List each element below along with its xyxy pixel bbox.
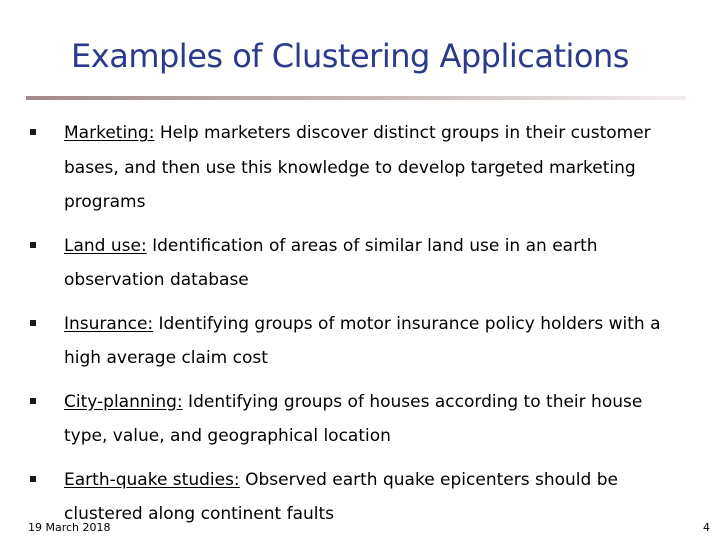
bullet-text: Help marketers discover distinct groups in their customer bases, and then use this knowledge to develop targeted marketing programs [64,123,651,212]
square-bullet-icon [30,476,36,482]
bullet-term: City-planning: [64,391,183,412]
bullet-term: Marketing: [64,123,155,143]
square-bullet-icon [30,129,36,135]
square-bullet-icon [30,242,36,248]
bullet-marketing [30,116,690,220]
bullet-city-planning [30,385,690,454]
square-bullet-icon [30,320,36,326]
bullet-land-use [30,229,690,298]
page-number: 4 [703,521,710,534]
bullet-term: Insurance: [64,313,154,334]
title-divider [26,96,686,100]
slide-title: Examples of Clustering Applications [71,37,629,75]
bullet-text: Identification of areas of similar land use in an earth observation database [64,235,598,290]
bullet-text: Identifying groups of motor insurance policy holders with a high average claim cost [64,313,661,368]
bullet-earth-quake [30,463,690,532]
bullet-term: Earth-quake studies: [64,469,240,490]
bullet-text: Identifying groups of houses according to their house type, value, and geographical location [64,391,643,446]
bullet-text: Observed earth quake epicenters should be clustered along continent faults [64,469,618,524]
bullet-list [30,116,690,541]
footer-date: 19 March 2018 [28,521,111,534]
bullet-term: Land use: [64,235,147,256]
square-bullet-icon [30,398,36,404]
bullet-insurance [30,307,690,376]
